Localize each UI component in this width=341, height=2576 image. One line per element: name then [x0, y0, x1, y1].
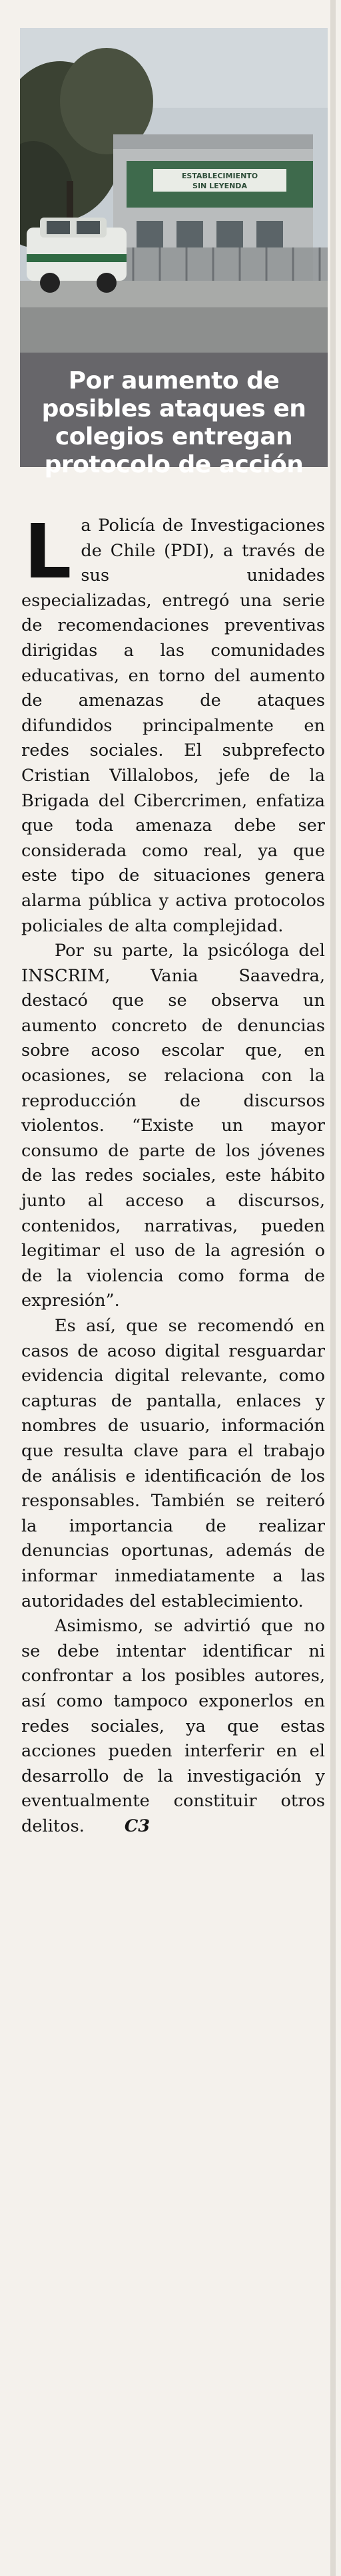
sign-line-1: ESTABLECIMIENTO: [181, 172, 258, 180]
drop-cap: L: [24, 509, 72, 595]
page-edge: [330, 0, 336, 2576]
sign-line-2: SIN LEYENDA: [192, 182, 247, 190]
article-body: [21, 509, 325, 1839]
article-photo: [20, 28, 328, 353]
school-building-photo: [20, 28, 328, 353]
article-paragraph-4: [21, 1614, 325, 1839]
paragraph-1-text: a Policía de Investigaciones de Chile (PDI), a través de sus unidades especializadas, entregó una serie de recomendaciones preventivas dirigidas a las comunidades educativas, en torno del aumento de amenazas de ataques difundidos principalmente en redes sociales. El subprefecto Cristian Villalobos, jefe de la Brigada del Cibercrimen, enfatiza que toda amenaza debe ser considerada como real, ya que este tipo de situaciones genera alarma pública y activa protocolos policiales de alta complejidad.: [21, 516, 325, 936]
article-paragraph-2: Por su parte, la psicóloga del INSCRIM, Vania Saavedra, destacó que se observa un aumento concreto de denuncias sobre acoso escolar que, en ocasiones, se relaciona con la reproducción de discursos violentos. “Existe un mayor consumo de parte de los jóvenes de las redes sociales, este hábito junto al acceso a discursos, contenidos, narrativas, pueden legitimar el uso de la agresión o de la violencia como forma de expresión”.: [21, 941, 325, 1311]
paragraph-4-text: Asimismo, se advirtió que no se debe intentar identificar ni confrontar a los posibles autores, así como tampoco exponerlos en redes sociales, ya que estas acciones pueden interferir en el desarrollo de la investigación y eventualmente constituir otros delitos.: [21, 1616, 325, 1836]
article-paragraph-3: Es así, que se recomendó en casos de acoso digital resguardar evidencia digital relevante, como capturas de pantalla, enlaces y nombres de usuario, información que resulta clave para el trabajo de análisis e identificación de los responsables. También se reiteró la importancia de realizar denuncias oportunas, además de informar inmediatamente a las autoridades del establecimiento.: [21, 1316, 325, 1611]
headline-box: [20, 353, 328, 478]
headline: Por aumento de posibles ataques en colegios entregan protocolo de acción: [41, 367, 306, 478]
end-mark-icon: C3: [124, 1816, 151, 1836]
article-paragraph-1: [21, 509, 325, 939]
